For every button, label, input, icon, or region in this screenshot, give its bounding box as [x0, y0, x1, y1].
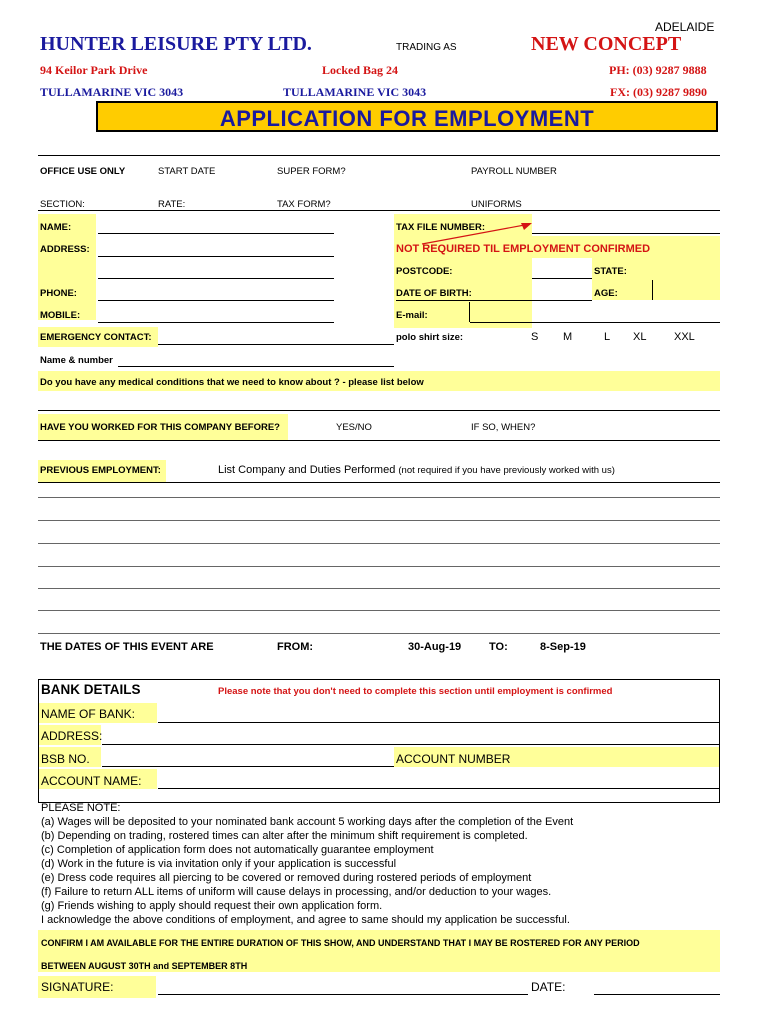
medical-conditions-field[interactable]: [38, 410, 720, 411]
account-number-label: ACCOUNT NUMBER: [396, 752, 511, 766]
medical-conditions-question: Do you have any medical conditions that we need to know about ? - please list below: [40, 377, 424, 388]
mobile-label: MOBILE:: [40, 310, 81, 321]
rate-label: RATE:: [158, 199, 186, 210]
previous-employment-line[interactable]: [38, 588, 720, 589]
previous-employment-line[interactable]: [38, 482, 720, 483]
bank-details-note: Please note that you don't need to complete this section until employment is confirmed: [218, 686, 613, 697]
address-field-2[interactable]: [98, 278, 334, 279]
list-company-text: List Company and Duties Performed: [218, 464, 396, 476]
worked-before-question: HAVE YOU WORKED FOR THIS COMPANY BEFORE?: [40, 422, 280, 433]
previous-employment-line[interactable]: [38, 633, 720, 634]
polo-size-label: polo shirt size:: [396, 332, 464, 343]
email-field[interactable]: [470, 322, 720, 323]
emergency-name-number-field[interactable]: [118, 366, 394, 367]
state-label: STATE:: [594, 266, 627, 277]
size-option-xl[interactable]: XL: [633, 331, 647, 343]
previous-employment-line[interactable]: [38, 610, 720, 611]
confirm-availability-line1: CONFIRM I AM AVAILABLE FOR THE ENTIRE DURATION OF THIS SHOW, AND UNDERSTAND THAT I MAY BE ROSTERED FOR ANY PERIOD: [41, 938, 640, 948]
not-required-note: (not required if you have previously worked with us): [398, 465, 615, 476]
signature-field[interactable]: [158, 994, 528, 995]
event-dates-label: THE DATES OF THIS EVENT ARE: [40, 641, 214, 653]
emergency-contact-label: EMERGENCY CONTACT:: [40, 332, 152, 343]
company-address-2: TULLAMARINE VIC 3043: [40, 85, 184, 99]
bsb-field[interactable]: [102, 766, 394, 767]
address-field[interactable]: [98, 256, 334, 257]
bank-address-label: ADDRESS:: [41, 729, 103, 743]
note-heading: PLEASE NOTE:: [41, 802, 121, 814]
bank-address-field[interactable]: [102, 744, 719, 745]
yes-no-label: YES/NO: [336, 422, 372, 433]
start-date-label: START DATE: [158, 166, 216, 177]
previous-employment-line[interactable]: [38, 520, 720, 521]
note-item: (g) Friends wishing to apply should request their own application form.: [41, 900, 383, 912]
name-label: NAME:: [40, 222, 72, 233]
if-so-when-label: IF SO, WHEN?: [471, 422, 536, 433]
note-item: (f) Failure to return ALL items of uniform will cause delays in processing, and/or deduction to your wages.: [41, 886, 552, 898]
note-item: (a) Wages will be deposited to your nominated bank account 5 working days after the completion of the Event: [41, 816, 574, 828]
red-arrow-icon: [418, 218, 538, 248]
phone-field[interactable]: [98, 300, 334, 301]
tax-file-number-field[interactable]: [532, 233, 720, 234]
divider: [38, 155, 720, 156]
previous-employment-line[interactable]: [38, 543, 720, 544]
to-date: 8-Sep-19: [540, 641, 586, 653]
location-label: ADELAIDE: [655, 20, 715, 34]
dob-field[interactable]: [396, 300, 592, 301]
section-label: SECTION:: [40, 199, 85, 210]
size-option-m[interactable]: M: [563, 331, 573, 343]
size-option-l[interactable]: L: [604, 331, 611, 343]
size-option-xxl[interactable]: XXL: [674, 331, 695, 343]
uniforms-label: UNIFORMS: [471, 199, 522, 210]
postcode-label: POSTCODE:: [396, 266, 453, 277]
note-item: (d) Work in the future is via invitation only if your application is successful: [41, 858, 397, 870]
super-form-label: SUPER FORM?: [277, 166, 346, 177]
date-label: DATE:: [531, 980, 566, 994]
name-number-label: Name & number: [40, 355, 113, 366]
account-name-field[interactable]: [158, 788, 719, 789]
acknowledgement-text: I acknowledge the above conditions of employment, and agree to same should my application be successful.: [41, 914, 570, 926]
trading-as-label: TRADING AS: [396, 42, 457, 53]
note-item: (e) Dress code requires all piercing to be covered or removed during rostered periods of employment: [41, 872, 532, 884]
fax-number: FX: (03) 9287 9890: [610, 85, 707, 99]
divider: [38, 210, 720, 211]
conditions-list: [41, 801, 573, 927]
tax-form-label: TAX FORM?: [277, 199, 331, 210]
age-label: AGE:: [594, 288, 618, 299]
payroll-number-label: PAYROLL NUMBER: [471, 166, 557, 177]
previous-employment-line[interactable]: [38, 497, 720, 498]
note-item: (b) Depending on trading, rostered times can alter after the minimum shift requirement is completed.: [41, 830, 528, 842]
address-label: ADDRESS:: [40, 244, 90, 255]
to-label: TO:: [489, 641, 508, 653]
emergency-contact-field[interactable]: [158, 344, 394, 345]
email-label: E-mail:: [396, 310, 428, 321]
divider: [652, 280, 653, 300]
from-date: 30-Aug-19: [408, 641, 462, 653]
signature-label: SIGNATURE:: [41, 980, 114, 994]
form-title: APPLICATION FOR EMPLOYMENT: [219, 106, 595, 131]
bank-name-field[interactable]: [158, 722, 719, 723]
previous-employment-line[interactable]: [38, 566, 720, 567]
company-name: HUNTER LEISURE PTY LTD.: [40, 33, 312, 55]
postcode-field[interactable]: [532, 278, 592, 279]
form-title-banner: [96, 101, 718, 132]
phone-label: PHONE:: [40, 288, 77, 299]
company-address-1: 94 Keilor Park Drive: [40, 63, 148, 77]
bsb-label: BSB NO.: [41, 752, 90, 766]
note-item: (c) Completion of application form does not automatically guarantee employment: [41, 844, 434, 856]
list-company-instruction: [218, 464, 615, 476]
dob-label: DATE OF BIRTH:: [396, 288, 472, 299]
account-name-label: ACCOUNT NAME:: [41, 774, 142, 788]
from-label: FROM:: [277, 641, 314, 653]
divider: [469, 302, 470, 322]
postal-address-2: TULLAMARINE VIC 3043: [283, 85, 427, 99]
brand-name: NEW CONCEPT: [531, 33, 682, 55]
postal-address-1: Locked Bag 24: [322, 63, 399, 77]
tfn-not-required-note: NOT REQUIRED TIL EMPLOYMENT CONFIRMED: [396, 243, 651, 255]
signature-date-field[interactable]: [594, 994, 720, 995]
bank-name-label: NAME OF BANK:: [41, 707, 136, 721]
previous-employment-label: PREVIOUS EMPLOYMENT:: [40, 465, 161, 476]
mobile-field[interactable]: [98, 322, 334, 323]
confirm-availability-line2: BETWEEN AUGUST 30TH and SEPTEMBER 8TH: [41, 961, 248, 971]
size-option-s[interactable]: S: [531, 331, 539, 343]
office-use-label: OFFICE USE ONLY: [40, 166, 126, 177]
tax-file-number-label: TAX FILE NUMBER:: [396, 222, 486, 233]
name-field[interactable]: [98, 233, 334, 234]
phone-number: PH: (03) 9287 9888: [609, 63, 707, 77]
worked-before-field[interactable]: [38, 440, 720, 441]
bank-details-title: BANK DETAILS: [41, 682, 141, 697]
